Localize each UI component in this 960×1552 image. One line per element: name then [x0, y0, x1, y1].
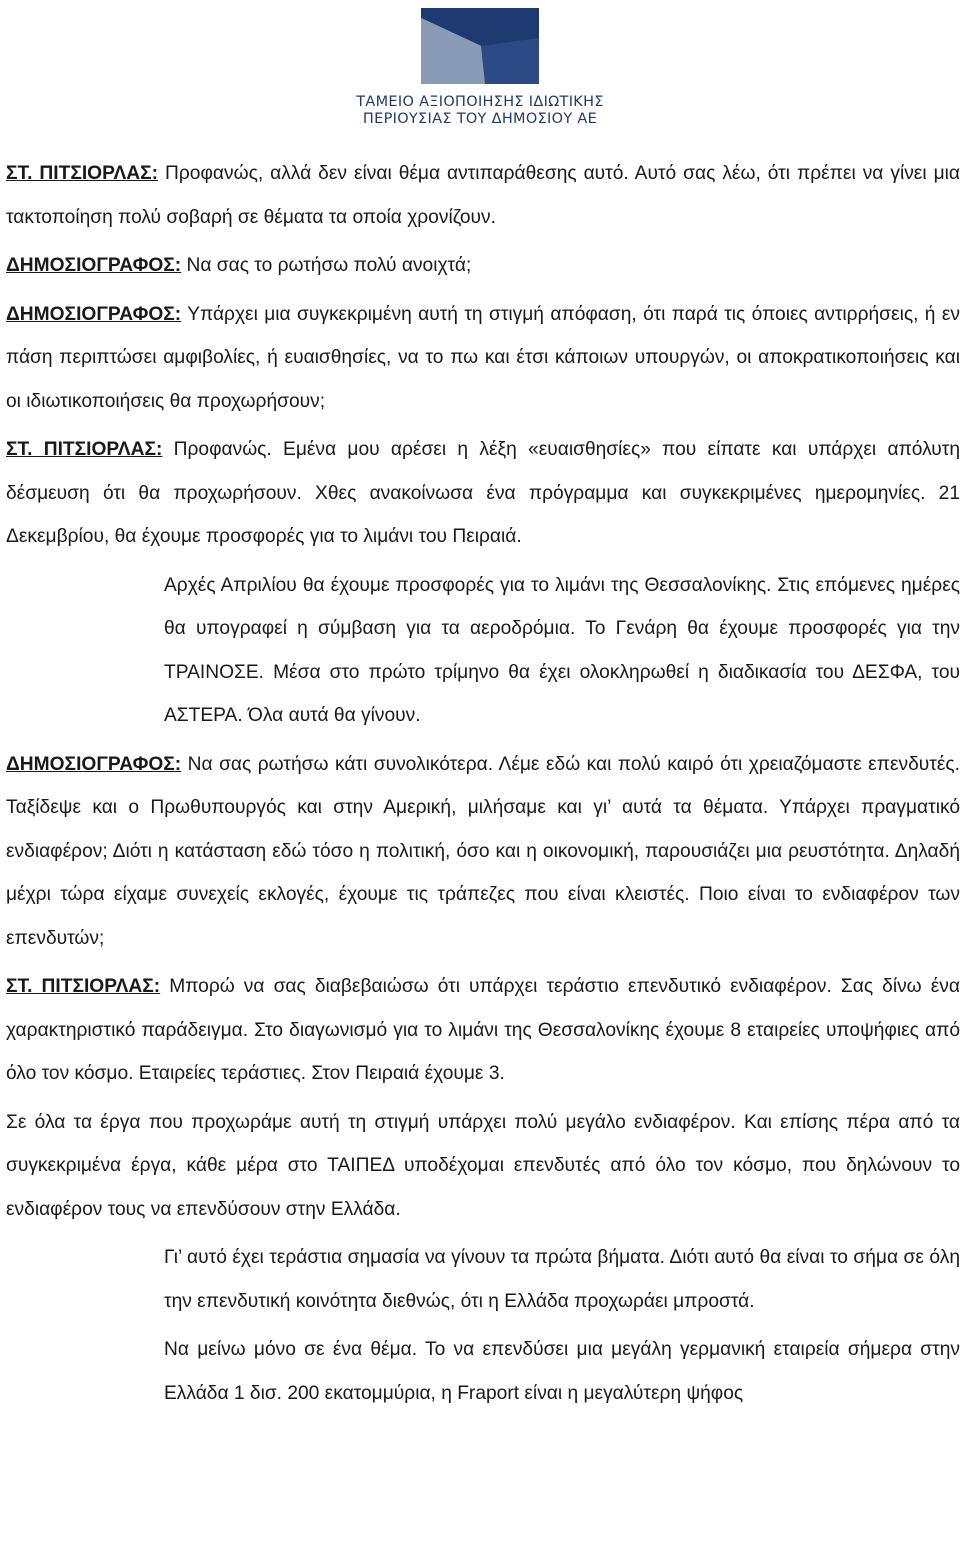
paragraph-8 — [6, 1101, 960, 1232]
speaker-label: ΔΗΜΟΣΙΟΓΡΑΦΟΣ: — [6, 753, 182, 775]
paragraph-text: Να σας ρωτήσω κάτι συνολικότερα. Λέμε εδώ και πολύ καιρό ότι χρειαζόμαστε επενδυτές. Ταξίδεψε και ο Πρωθυπουργός και στην Αμερική, μιλήσαμε και γι’ αυτά τα θέματα. Υπάρχει πραγματικό ενδιαφέρον; Διότι η κατάσταση εδώ τόσο η πολιτική, όσο και η οικονομική, παρουσιάζει μια ρευστότητα. Δηλαδή μέχρι τώρα είχαμε συνεχείς εκλογές, έχουμε τις τράπεζες που είναι κλειστές. Ποιο είναι το ενδιαφέρον των επενδυτών; — [6, 753, 960, 949]
taiped-logo-icon — [421, 8, 539, 84]
transcript-body — [6, 152, 960, 1420]
logo-text-line1: ΤΑΜΕΙΟ ΑΞΙΟΠΟΙΗΣΗΣ ΙΔΙΩΤΙΚΗΣ — [356, 94, 604, 110]
paragraph-1 — [6, 152, 960, 239]
paragraph-6 — [6, 743, 960, 961]
paragraph-4 — [6, 428, 960, 559]
paragraph-2 — [6, 244, 960, 288]
speaker-label: ΣΤ. ΠΙΤΣΙΟΡΛΑΣ: — [6, 976, 161, 997]
paragraph-9 — [6, 1236, 960, 1323]
paragraph-3 — [6, 293, 960, 424]
paragraph-text: Να σας το ρωτήσω πολύ ανοιχτά; — [181, 255, 472, 276]
paragraph-text: Σε όλα τα έργα που προχωράμε αυτή τη στιγμή υπάρχει πολύ μεγάλο ενδιαφέρον. Και επίσης πέρα από τα συγκεκριμένα έργα, κάθε μέρα στο ΤΑΙΠΕΔ υποδέχομαι επενδυτές από όλο τον κόσμο, που δηλώνουν το ενδιαφέρον τους να επενδύσουν στην Ελλάδα. — [6, 1111, 960, 1220]
paragraph-text: Αρχές Απριλίου θα έχουμε προσφορές για το λιμάνι της Θεσσαλονίκης. Στις επόμενες ημέρες θα υπογραφεί η σύμβαση για τα αεροδρόμια. Το Γενάρη θα έχουμε προσφορές για την ΤΡΑΙΝΟΣΕ. Μέσα στο πρώτο τρίμηνο θα έχει ολοκληρωθεί η διαδικασία του ΔΕΣΦΑ, του ΑΣΤΕΡΑ. Όλα αυτά θα γίνουν. — [164, 574, 960, 726]
paragraph-7 — [6, 965, 960, 1096]
paragraph-text: Μπορώ να σας διαβεβαιώσω ότι υπάρχει τεράστιο επενδυτικό ενδιαφέρον. Σας δίνω ένα χαρακτηριστικό παράδειγμα. Στο διαγωνισμό για το λιμάνι της Θεσσαλονίκης έχουμε 8 εταιρείες υποψήφιες από όλο τον κόσμο. Εταιρείες τεράστιες. Στον Πειραιά έχουμε 3. — [6, 976, 960, 1084]
speaker-label: ΔΗΜΟΣΙΟΓΡΑΦΟΣ: — [6, 303, 182, 325]
logo-text-line2: ΠΕΡΙΟΥΣΙΑΣ ΤΟΥ ΔΗΜΟΣΙΟΥ ΑΕ — [362, 111, 598, 127]
paragraph-text: Προφανώς. Εμένα μου αρέσει η λέξη «ευαισθησίες» που είπατε και υπάρχει απόλυτη δέσμευση ότι θα προχωρήσουν. Χθες ανακοίνωσα ένα πρόγραμμα και συγκεκριμένες ημερομηνίες. 21 Δεκεμβρίου, θα έχουμε προσφορές για το λιμάνι του Πειραιά. — [6, 439, 960, 547]
paragraph-5 — [6, 564, 960, 738]
speaker-label: ΣΤ. ΠΙΤΣΙΟΡΛΑΣ: — [6, 163, 159, 184]
paragraph-text: Να μείνω μόνο σε ένα θέμα. Το να επενδύσει μια μεγάλη γερμανική εταιρεία σήμερα στην Ελλάδα 1 δισ. 200 εκατομμύρια, η Fraport είναι η μεγαλύτερη ψήφος — [164, 1339, 960, 1404]
paragraph-10 — [6, 1328, 960, 1415]
paragraph-text: Υπάρχει μια συγκεκριμένη αυτή τη στιγμή απόφαση, ότι παρά τις όποιες αντιρρήσεις, ή εν πάση περιπτώσει αμφιβολίες, ή ευαισθησίες, να το πω και έτσι κάποιων υπουργών, οι αποκρατικοποιήσεις και οι ιδιωτικοποιήσεις θα προχωρήσουν; — [6, 303, 960, 412]
paragraph-text: Γι’ αυτό έχει τεράστια σημασία να γίνουν τα πρώτα βήματα. Διότι αυτό θα είναι το σήμα σε όλη την επενδυτική κοινότητα διεθνώς, ότι η Ελλάδα προχωράει μπροστά. — [164, 1247, 960, 1312]
speaker-label: ΔΗΜΟΣΙΟΓΡΑΦΟΣ: — [6, 255, 182, 276]
speaker-label: ΣΤ. ΠΙΤΣΙΟΡΛΑΣ: — [6, 439, 163, 460]
header-logo — [0, 0, 960, 140]
paragraph-text: Προφανώς, αλλά δεν είναι θέμα αντιπαράθεσης αυτό. Αυτό σας λέω, ότι πρέπει να γίνει μια τακτοποίηση πολύ σοβαρή σε θέματα τα οποία χρονίζουν. — [6, 163, 960, 228]
